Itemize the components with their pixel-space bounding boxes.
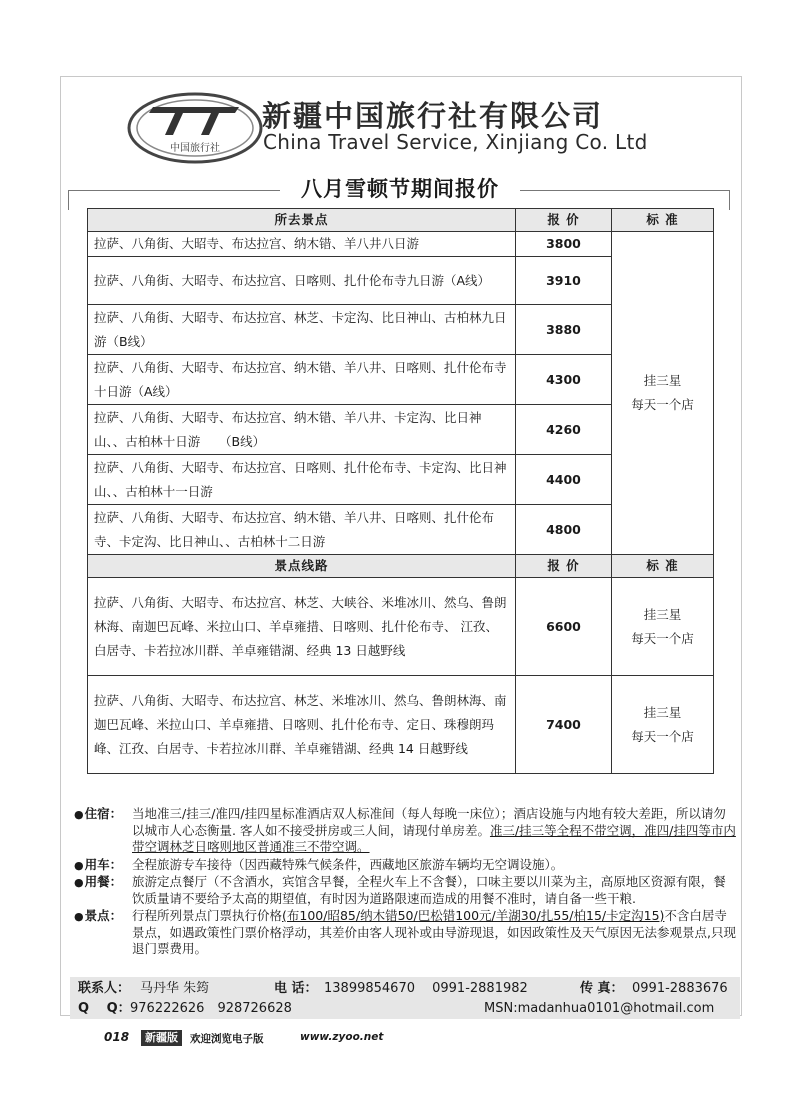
contact-band xyxy=(70,977,740,1019)
footer-website-link[interactable]: www.zyoo.net xyxy=(300,1031,384,1043)
standard-line-1: 挂三星 xyxy=(643,373,682,388)
standard-line-1: 挂三星 xyxy=(643,704,682,720)
edition-badge: 新疆版 xyxy=(141,1030,182,1046)
price-cell: 3800 xyxy=(516,232,612,257)
standard-line-2: 每天一个店 xyxy=(631,397,694,412)
contact-row-1 xyxy=(78,979,732,999)
note-text: 不含白居寺景点，如遇政策性门票价格浮动，其差价由客人现补或由导游现退，如因政策性及天气原因无法参观景点,只现退门票费用。 xyxy=(132,908,736,956)
note-text: 全程旅游专车接待（因西藏特殊气候条件，西藏地区旅游车辆均无空调设施）。 xyxy=(132,856,564,872)
route-cell: 拉萨、八角街、大昭寺、布达拉宫、纳木错、羊八井、卡定沟、比日神山、、古柏林十日游 （B线） xyxy=(88,405,516,455)
note-text: 当地准三/挂三/准四/挂四星标准酒店双人标准间（每人每晚一床位）；酒店设施与内地有较大差距，所以请勿以城市人心态衡量. 客人如不接受拼房或三人间，请现付单房差。 xyxy=(132,806,726,838)
note-vehicle xyxy=(74,857,738,874)
footer-welcome: 欢迎浏览电子版 xyxy=(190,1033,264,1045)
standard-line-1: 挂三星 xyxy=(643,606,682,622)
note-label: ● 用餐： xyxy=(74,874,122,892)
company-name-cn: 新疆中国旅行社有限公司 xyxy=(262,99,604,133)
standard-line-2: 每天一个店 xyxy=(631,630,694,646)
price-cell: 3910 xyxy=(516,257,612,305)
logo-text: 中国旅行社 xyxy=(170,143,220,154)
phone-number: 13899854670 0991-2881982 xyxy=(324,981,528,996)
standard-cell xyxy=(612,232,714,555)
route-cell: 拉萨、八角街、大昭寺、布达拉宫、林芝、卡定沟、比日神山、古柏林九日游（B线） xyxy=(88,305,516,355)
col-header-route: 所去景点 xyxy=(88,209,516,232)
route-cell: 拉萨、八角街、大昭寺、布达拉宫、林芝、米堆冰川、然乌、鲁朗林海、南迦巴瓦峰、米拉山口、羊卓雍措、日喀则、扎什伦布寺、定日、珠穆朗玛峰、江孜、白居寺、卡若拉冰川群、羊卓雍错湖、经典 14 日越野线 xyxy=(88,676,516,774)
standard-line-2: 每天一个店 xyxy=(631,728,694,744)
table-row xyxy=(88,676,714,774)
contact-person-label: 联系人： xyxy=(78,981,131,996)
page-number: 018 xyxy=(104,1030,130,1044)
col-header-standard: 标 准 xyxy=(612,209,714,232)
qq-number: 976222626 928726628 xyxy=(130,1001,292,1016)
note-label: ● 景点： xyxy=(74,908,122,926)
note-accommodation xyxy=(74,806,738,856)
price-cell: 7400 xyxy=(516,676,612,774)
contact-row-2 xyxy=(78,999,732,1019)
price-cell: 4800 xyxy=(516,505,612,555)
company-name-en: China Travel Service, Xinjiang Co. Ltd xyxy=(263,130,648,154)
note-underlined-text: (布100/昭85/纳木错50/巴松错100元/羊湖30/扎55/柏15/卡定沟15) xyxy=(282,908,665,923)
note-underlined-text: 准三/挂三等全程不带空调，准四/挂四等市内带空调林芝日喀则地区普通准三不带空调。 xyxy=(132,822,736,854)
phone-label: 电 话： xyxy=(274,981,318,996)
route-cell: 拉萨、八角街、大昭寺、布达拉宫、林芝、大峡谷、米堆冰川、然乌、鲁朗林海、南迦巴瓦峰、米拉山口、羊卓雍措、日喀则、扎什伦布寺、 江孜、白居寺、卡若拉冰川群、羊卓雍错湖、经典 13 日越野线 xyxy=(88,578,516,676)
notes-section xyxy=(74,806,738,959)
table-row xyxy=(88,232,714,257)
table-header-row xyxy=(88,555,714,578)
col-header-standard: 标 准 xyxy=(612,555,714,578)
standard-cell xyxy=(612,676,714,774)
route-cell: 拉萨、八角街、大昭寺、布达拉宫、日喀则、扎什伦布寺九日游（A线） xyxy=(88,257,516,305)
contact-person: 马丹华 朱筠 xyxy=(140,981,210,996)
route-cell: 拉萨、八角街、大昭寺、布达拉宫、日喀则、扎什伦布寺、卡定沟、比日神山、、古柏林十一日游 xyxy=(88,455,516,505)
price-table xyxy=(87,208,714,774)
table-row xyxy=(88,578,714,676)
route-cell: 拉萨、八角街、大昭寺、布达拉宫、纳木错、羊八井八日游 xyxy=(88,232,516,257)
price-cell: 6600 xyxy=(516,578,612,676)
route-cell: 拉萨、八角街、大昭寺、布达拉宫、纳木错、羊八井、日喀则、扎什伦布寺、卡定沟、比日神山、、古柏林十二日游 xyxy=(88,505,516,555)
table-header-row xyxy=(88,209,714,232)
msn-address: MSN:madanhua0101@hotmail.com xyxy=(484,1001,715,1016)
price-cell: 4300 xyxy=(516,355,612,405)
route-cell: 拉萨、八角街、大昭寺、布达拉宫、纳木错、羊八井、日喀则、扎什伦布寺十日游（A线） xyxy=(88,355,516,405)
page-title: 八月雪顿节期间报价 xyxy=(301,177,499,201)
qq-label: Q Q： xyxy=(78,1001,131,1016)
fax-number: 0991-2883676 xyxy=(632,981,728,996)
note-label: ● 用车： xyxy=(74,857,122,875)
col-header-price: 报 价 xyxy=(516,555,612,578)
note-sights xyxy=(74,908,738,958)
note-label: ● 住宿： xyxy=(74,806,122,824)
note-text: 旅游定点餐厅（不含酒水，宾馆含早餐，全程火车上不含餐），口味主要以川菜为主，高原地区资源有限，餐饮质量请不要给予太高的期望值，有时因为道路限速而造成的用餐不准时，请自备一些干粮. xyxy=(132,874,726,906)
fax-label: 传 真： xyxy=(580,981,624,996)
price-cell: 3880 xyxy=(516,305,612,355)
note-meals xyxy=(74,874,738,907)
col-header-price: 报 价 xyxy=(516,209,612,232)
standard-cell xyxy=(612,578,714,676)
col-header-route: 景点线路 xyxy=(88,555,516,578)
price-cell: 4260 xyxy=(516,405,612,455)
note-text: 行程所列景点门票执行价格 xyxy=(132,908,283,923)
cts-logo-icon xyxy=(125,91,265,165)
price-cell: 4400 xyxy=(516,455,612,505)
